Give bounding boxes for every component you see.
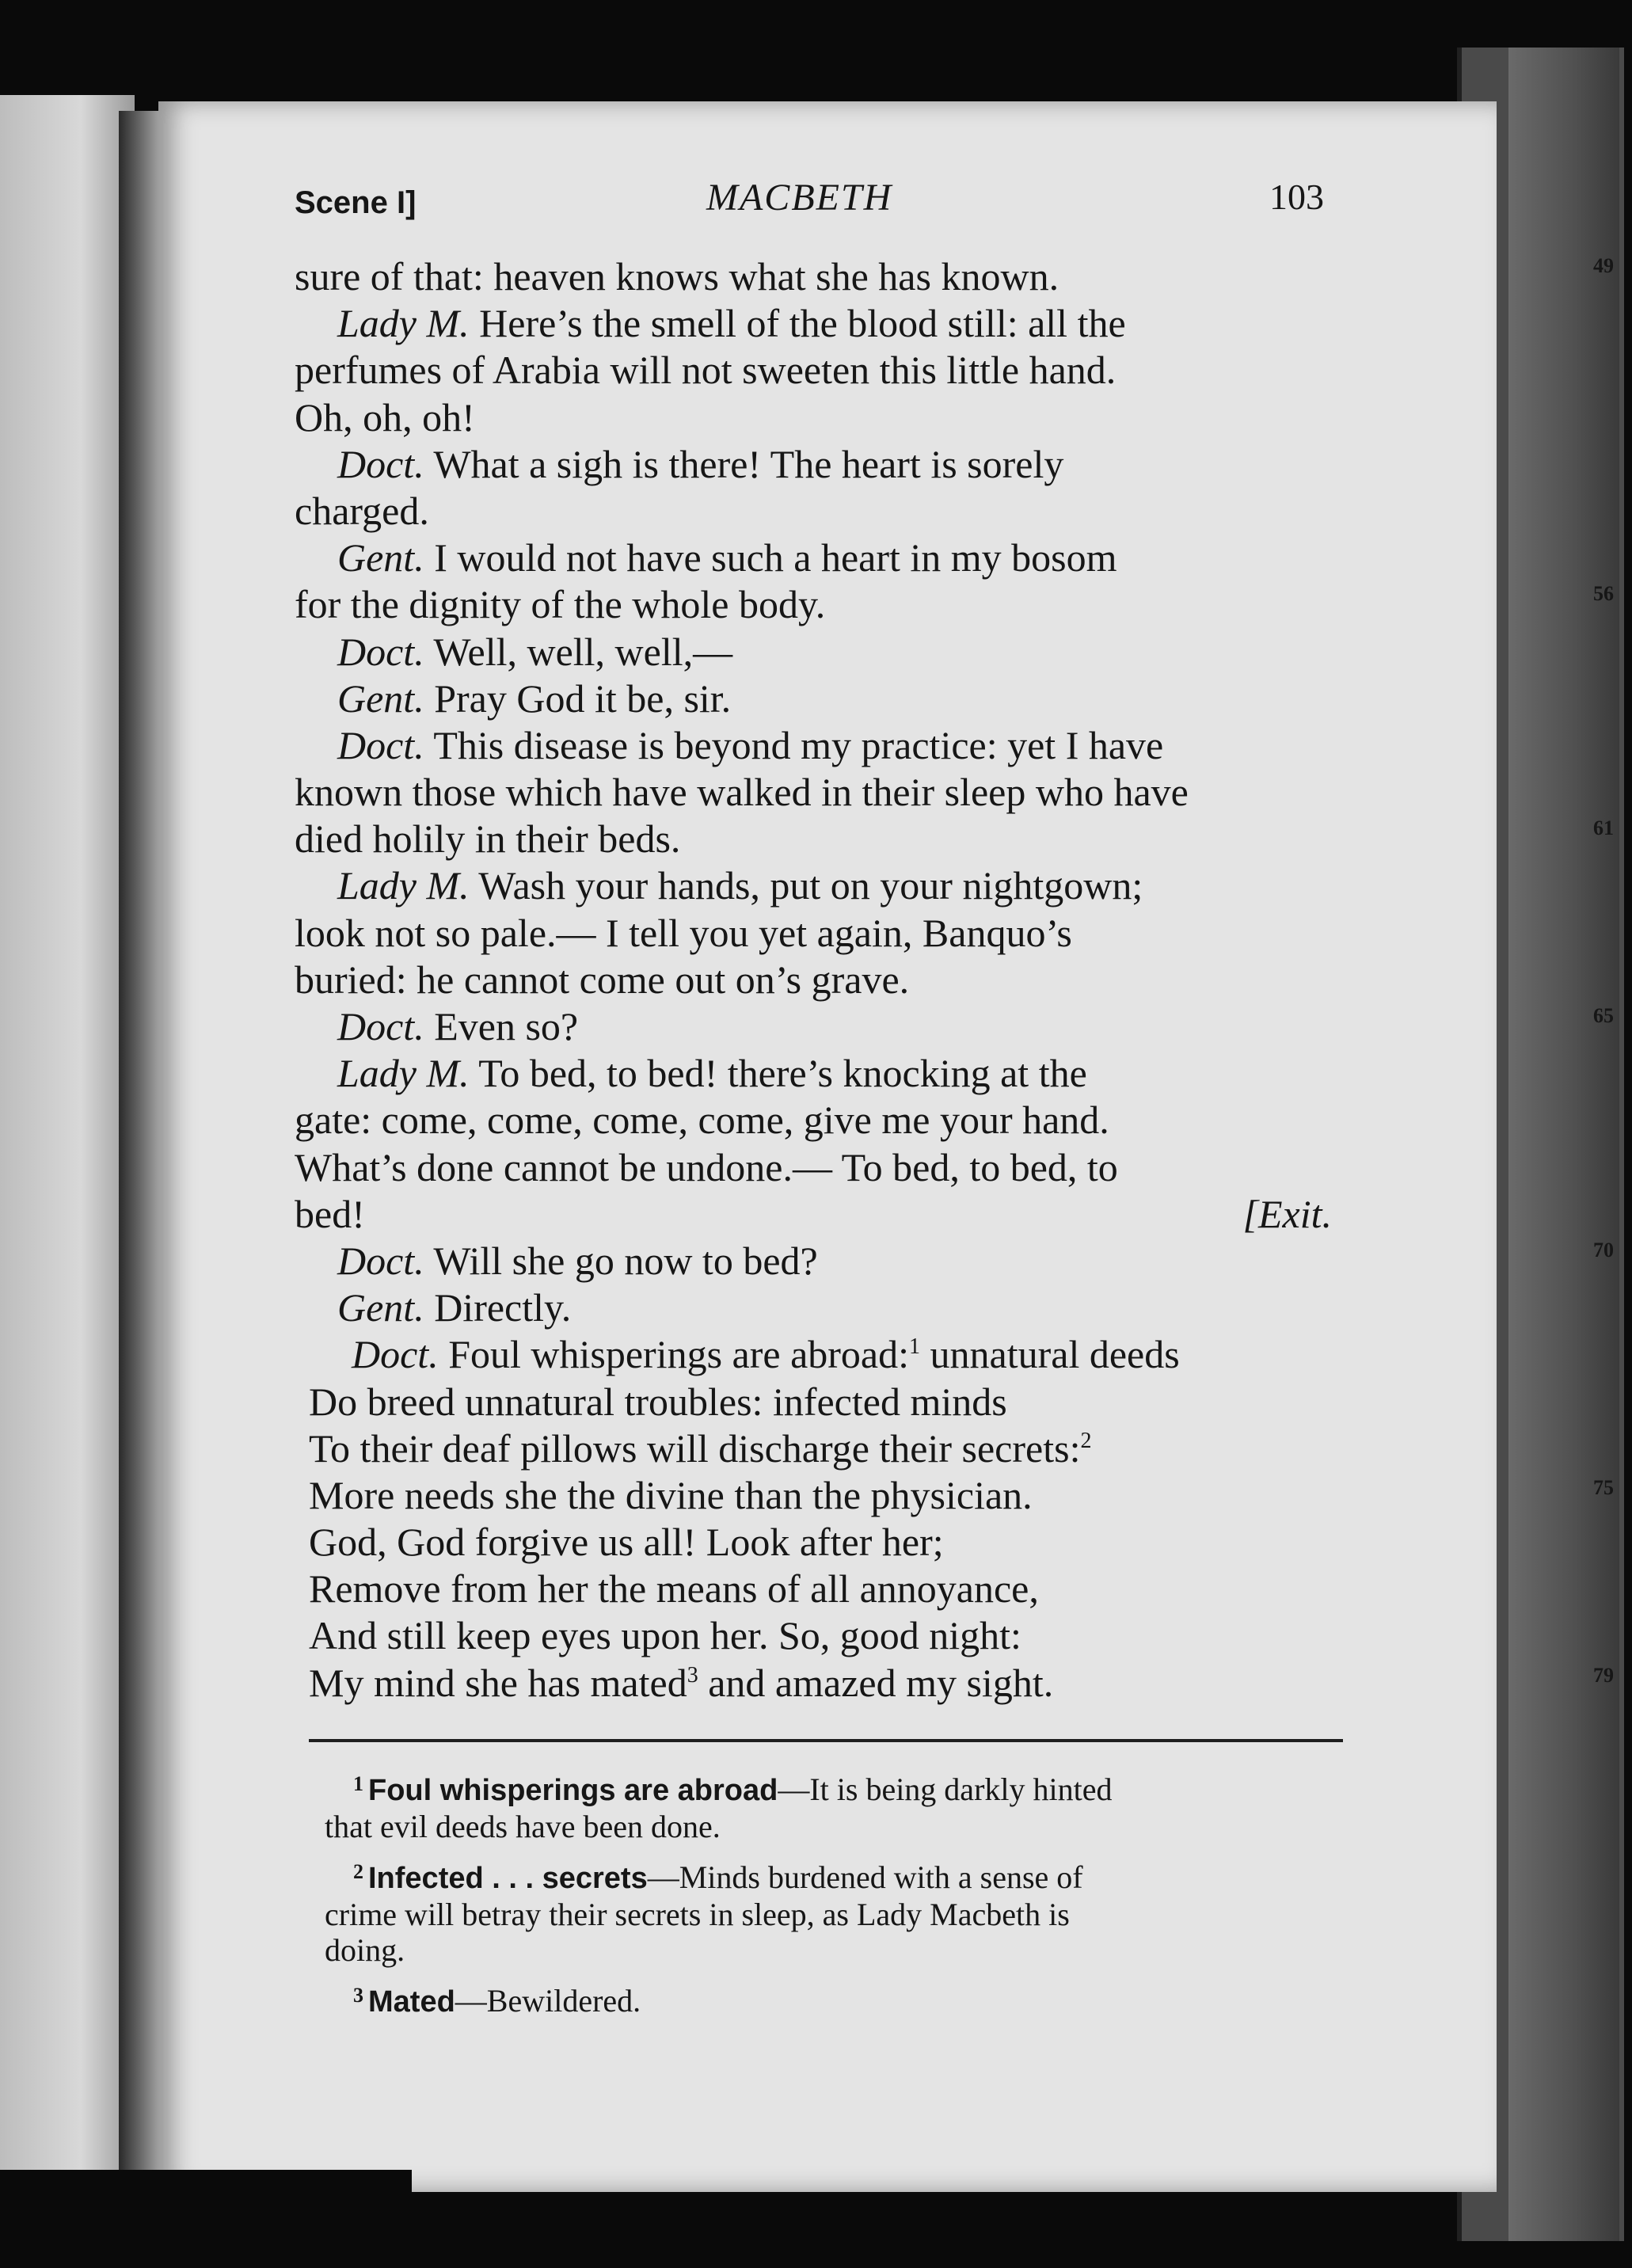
line-text: unnatural deeds (920, 1332, 1180, 1377)
line-text: My mind she has mated (309, 1660, 687, 1705)
text-line (295, 253, 1614, 300)
verse-line (295, 1425, 1332, 1472)
footnote-line (325, 1809, 1346, 1844)
line-text: What’s done cannot be undone.— To bed, to bed, to (295, 1144, 1118, 1189)
line-text: charged. (295, 488, 429, 533)
verse-block (295, 1331, 1614, 1707)
speaker-name: Gent. (337, 675, 424, 721)
stage-direction: [Exit. (1242, 1191, 1332, 1236)
footnote-line (325, 1932, 1346, 1968)
line-number: 56 (1593, 582, 1614, 606)
footnote-marker: 3 (687, 1662, 698, 1688)
line-text: Remove from her the means of all annoyance, (309, 1566, 1039, 1612)
line-text: Directly. (434, 1285, 572, 1330)
footnote-text: that evil deeds have been done. (325, 1809, 721, 1844)
line-text: This disease is beyond my practice: yet I have (433, 722, 1164, 767)
speaker-name: Lady M. (337, 1051, 470, 1096)
text-line (295, 1097, 1332, 1144)
line-text: I would not have such a heart in my bosom (434, 535, 1117, 580)
speaker-name: Gent. (337, 535, 424, 580)
speaker-name: Lady M. (337, 863, 470, 908)
footnote-line (325, 1977, 1346, 2020)
line-text: died holily in their beds. (295, 816, 681, 862)
line-text: Will she go now to bed? (433, 1238, 818, 1283)
line-text: God, God forgive us all! Look after her; (309, 1520, 944, 1565)
line-text: Even so? (434, 1004, 579, 1048)
text-line (295, 675, 1332, 722)
text-line (295, 629, 1332, 675)
running-header (295, 176, 1324, 231)
text-line (295, 957, 1332, 1003)
line-number: 49 (1593, 254, 1614, 277)
scene-label: Scene I] (295, 185, 417, 220)
line-text: perfumes of Arabia will not sweeten this little hand. (295, 348, 1117, 393)
text-line (295, 1284, 1332, 1331)
text-line (295, 1144, 1332, 1191)
text-line (295, 347, 1332, 394)
line-text: Foul whisperings are abroad: (448, 1332, 910, 1377)
line-text: known those which have walked in their sleep who have (295, 770, 1189, 815)
footnote-marker: 2 (1080, 1428, 1092, 1453)
text-line (295, 910, 1332, 957)
speaker-name: Lady M. (337, 301, 470, 346)
text-line (295, 816, 1614, 862)
line-text: Pray God it be, sir. (434, 675, 732, 721)
line-number: 61 (1593, 816, 1614, 840)
verse-line (295, 1660, 1614, 1707)
speaker-name: Doct. (352, 1332, 439, 1377)
text-line (295, 1238, 1614, 1284)
footnote-rule (309, 1739, 1343, 1742)
verse-line (295, 1612, 1332, 1659)
line-number: 75 (1593, 1475, 1614, 1499)
line-text: buried: he cannot come out on’s grave. (295, 957, 910, 1002)
speaker-name: Gent. (337, 1285, 424, 1330)
line-text: look not so pale.— I tell you yet again, Banquo’s (295, 910, 1072, 955)
line-text: What a sigh is there! The heart is sorely (433, 441, 1064, 486)
facing-page-edge (0, 95, 135, 2186)
speaker-name: Doct. (337, 1004, 424, 1048)
line-text: Wash your hands, put on your nightgown; (478, 863, 1143, 908)
binding-shadow (0, 2170, 412, 2268)
play-text (295, 253, 1614, 1707)
line-text: And still keep eyes upon her. So, good night: (309, 1613, 1021, 1658)
footnotes (325, 1766, 1346, 2020)
text-line (295, 488, 1332, 535)
text-line (295, 1003, 1614, 1050)
text-line (295, 1191, 1332, 1238)
text-line (295, 862, 1332, 909)
footnote-spacer (325, 1968, 1346, 1977)
line-text: To bed, to bed! there’s knocking at the (478, 1051, 1087, 1096)
speaker-name: Doct. (337, 1238, 424, 1283)
text-line (295, 441, 1332, 488)
footnote-number: 3 (353, 1984, 363, 2007)
line-number: 70 (1593, 1238, 1614, 1261)
text-line (295, 1050, 1332, 1097)
line-text: bed! (295, 1191, 365, 1236)
line-text: sure of that: heaven knows what she has known. (295, 254, 1059, 299)
text-line (295, 535, 1332, 581)
speaker-name: Doct. (337, 441, 424, 486)
footnote-keyword: Infected . . . secrets (368, 1862, 648, 1895)
text-line (295, 581, 1614, 628)
book-cover-edge (1508, 48, 1619, 2241)
line-text: and amazed my sight. (698, 1660, 1054, 1705)
footnote-spacer (325, 1844, 1346, 1854)
line-text: Do breed unnatural troubles: infected minds (309, 1379, 1007, 1424)
footnote-marker: 1 (909, 1334, 921, 1360)
line-text: for the dignity of the whole body. (295, 582, 826, 627)
footnote-text: doing. (325, 1932, 405, 1968)
line-text: To their deaf pillows will discharge their secrets: (309, 1425, 1081, 1471)
verse-line (295, 1472, 1614, 1519)
text-line (295, 300, 1332, 347)
footnote-line (325, 1854, 1346, 1897)
line-text: Well, well, well,— (433, 629, 733, 674)
speaker-name: Doct. (337, 629, 424, 674)
line-text: Oh, oh, oh! (295, 394, 475, 440)
verse-line (295, 1566, 1332, 1612)
footnote-number: 1 (353, 1772, 363, 1795)
verse-line (295, 1331, 1332, 1378)
footnote-line (325, 1766, 1346, 1809)
line-number: 65 (1593, 1004, 1614, 1027)
footnote-text: —It is being darkly hinted (778, 1771, 1113, 1807)
footnote-line (325, 1897, 1346, 1932)
line-number: 79 (1593, 1663, 1614, 1687)
footnote-text: —Minds burdened with a sense of (647, 1859, 1083, 1895)
line-text: Here’s the smell of the blood still: all the (479, 301, 1126, 346)
line-text: More needs she the divine than the physician. (309, 1472, 1033, 1517)
text-line (295, 769, 1332, 816)
footnote-text: crime will betray their secrets in sleep, as Lady Macbeth is (325, 1897, 1070, 1932)
footnote-text: —Bewildered. (455, 1983, 641, 2019)
speaker-name: Doct. (337, 722, 424, 767)
footnote-keyword: Mated (368, 1985, 455, 2019)
play-title: MACBETH (706, 177, 893, 219)
footnote-keyword: Foul whisperings are abroad (368, 1774, 778, 1807)
verse-line (295, 1519, 1332, 1566)
text-line (295, 722, 1332, 769)
page-number: 103 (1269, 177, 1324, 217)
line-text: gate: come, come, come, come, give me your hand. (295, 1098, 1109, 1143)
footnote-number: 2 (353, 1860, 363, 1883)
text-line (295, 394, 1332, 441)
verse-line (295, 1379, 1332, 1425)
